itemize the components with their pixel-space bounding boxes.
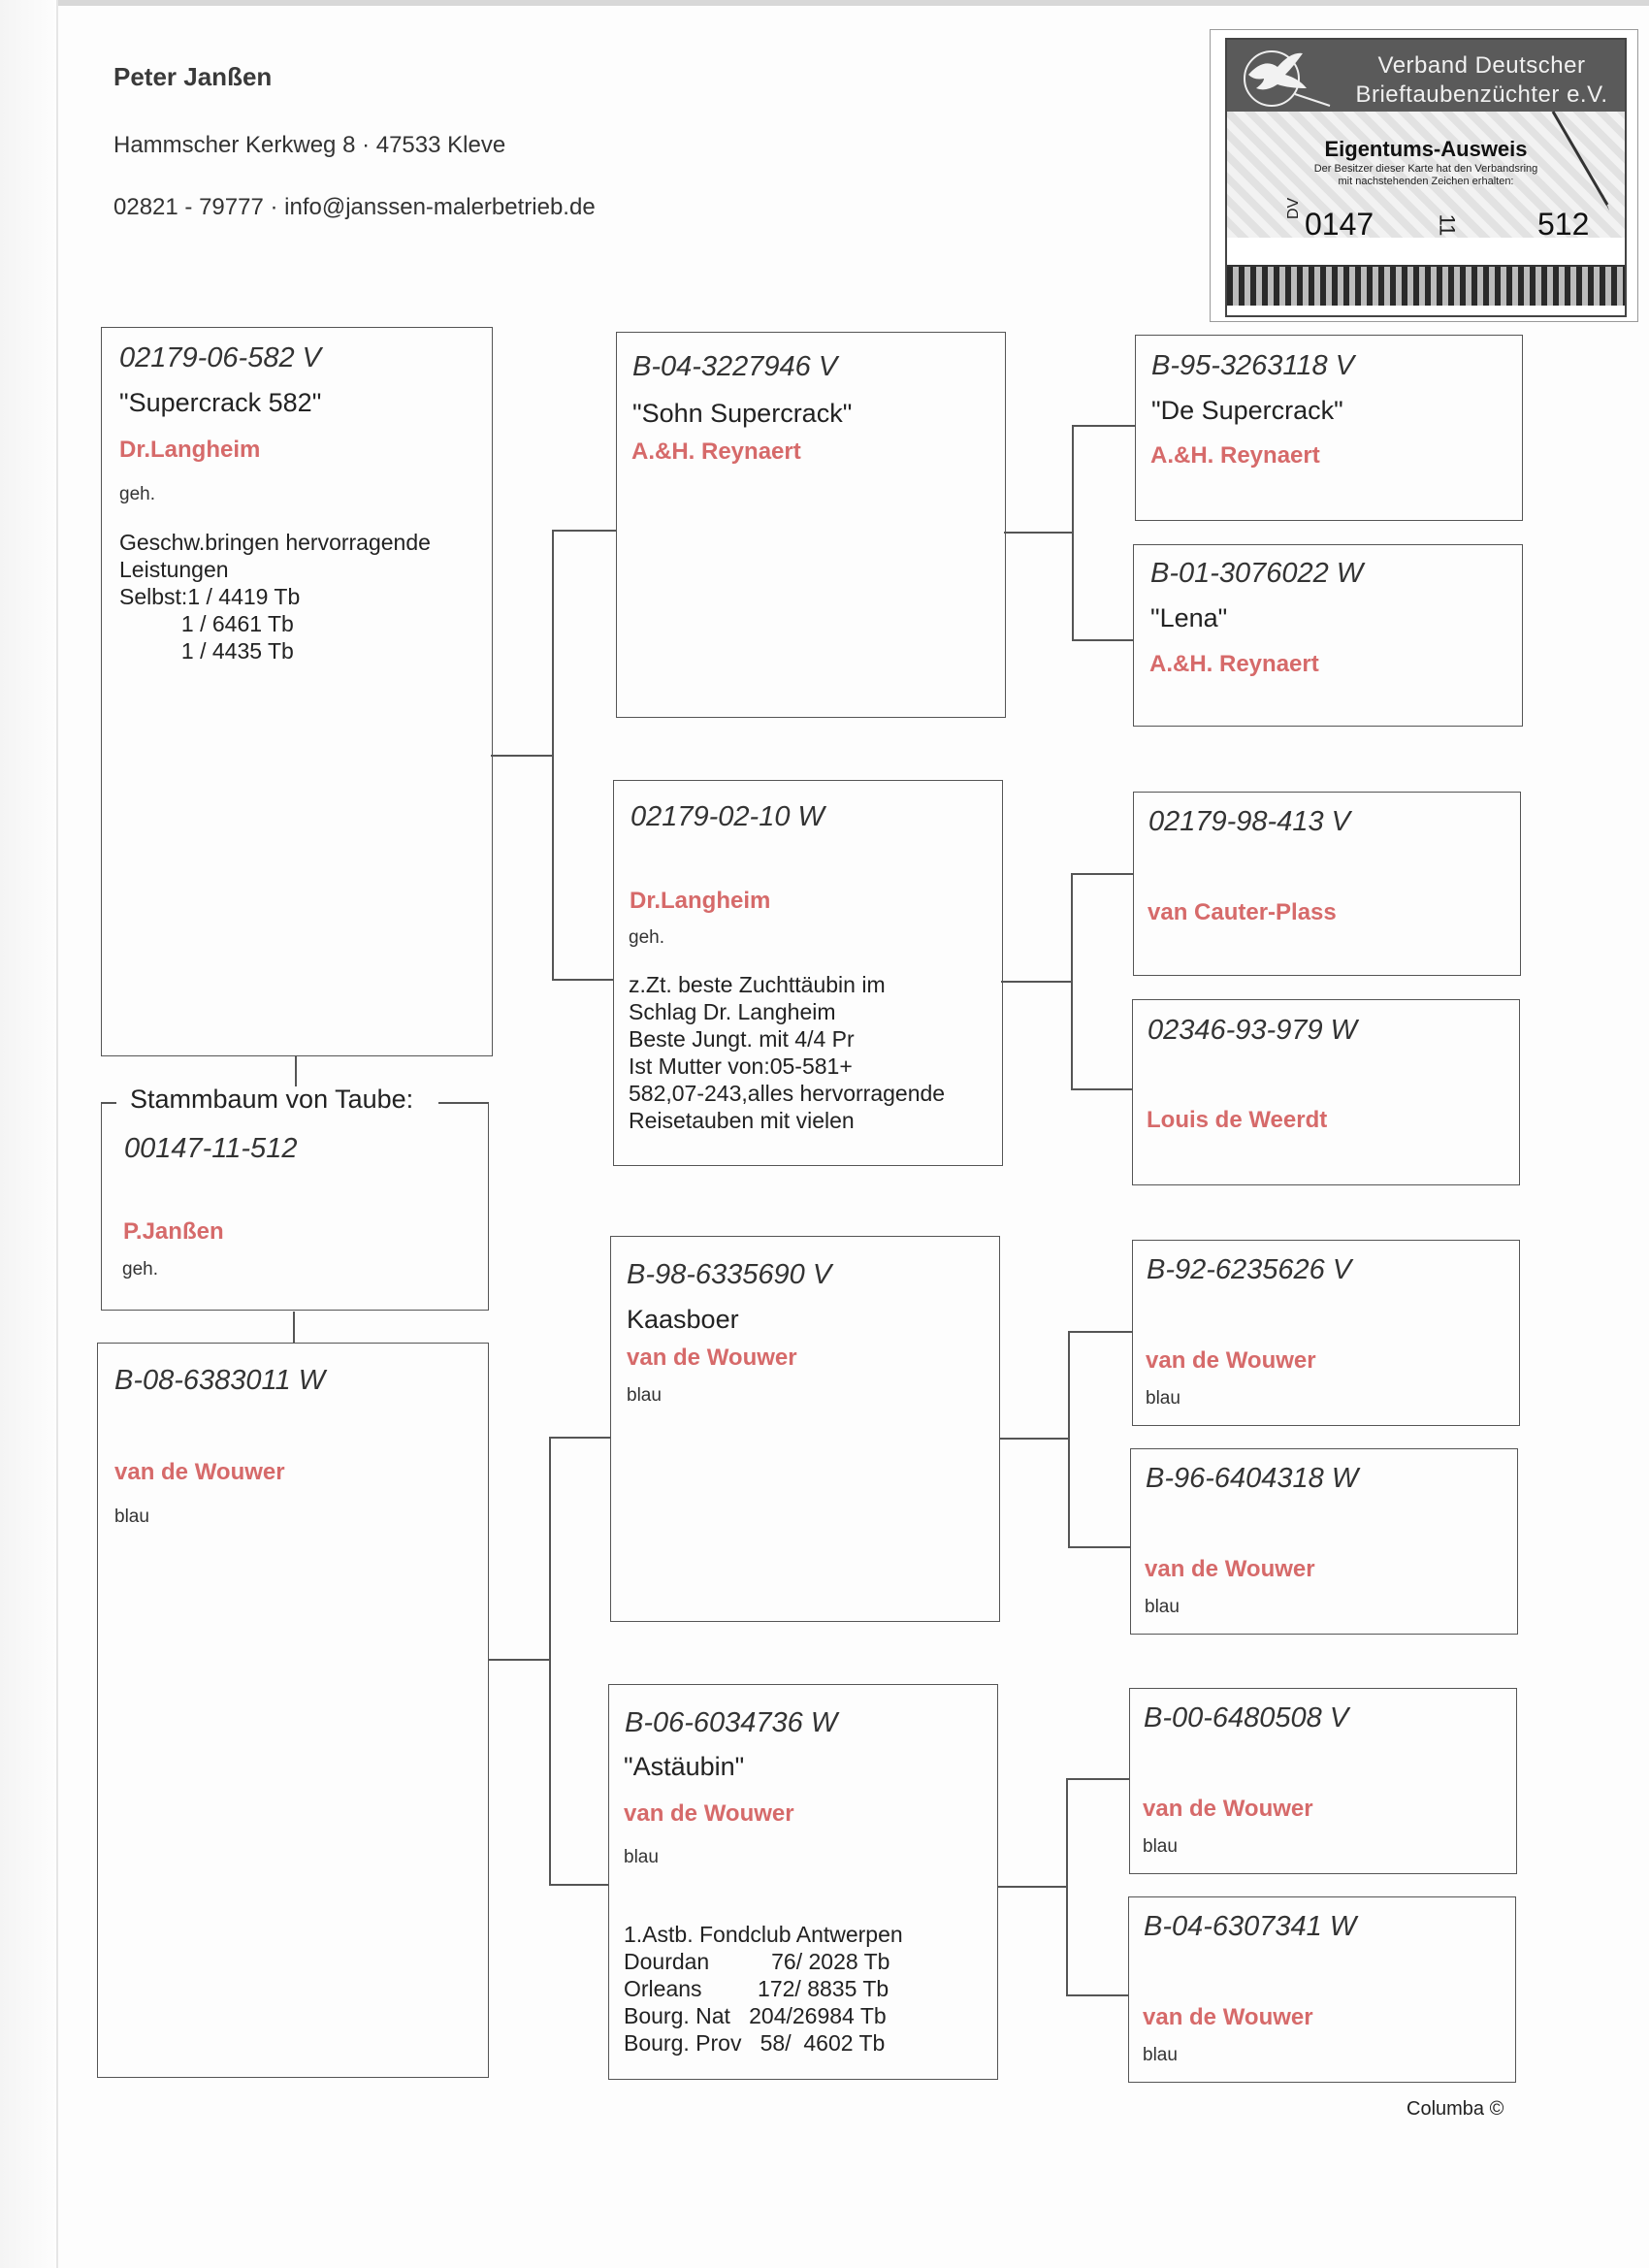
connector-to-fmf	[1071, 873, 1133, 875]
owner-address: Hammscher Kerkweg 8 · 47533 Kleve	[113, 132, 506, 158]
mmf-ring: B-00-6480508 V	[1144, 1702, 1349, 1733]
dove-logo-icon	[1235, 46, 1332, 108]
connector-to-ffm	[1072, 639, 1133, 641]
scan-edge-top	[0, 0, 1649, 6]
fmf-ring: 02179-98-413 V	[1148, 806, 1350, 837]
ff-box	[616, 332, 1006, 718]
subject-box-top-right	[438, 1102, 489, 1104]
ownership-card-frame	[1225, 38, 1627, 317]
mmm-breeder: van de Wouwer	[1143, 2004, 1313, 2030]
fmm-breeder: Louis de Weerdt	[1147, 1107, 1328, 1133]
mff-color: blau	[1146, 1388, 1180, 1409]
fm-breeder: Dr.Langheim	[630, 888, 771, 914]
connector-mother-out	[488, 1659, 550, 1661]
card-subtitle	[1276, 163, 1576, 188]
mm-name: "Astäubin"	[624, 1752, 745, 1781]
subject-breeder: P.Janßen	[123, 1218, 224, 1245]
ffm-name: "Lena"	[1150, 603, 1228, 632]
card-organisation	[1343, 51, 1620, 110]
connector-mm-vertical	[1066, 1778, 1068, 1995]
connector-mother-vertical	[549, 1437, 551, 1885]
card-header	[1227, 40, 1625, 112]
connector-to-mmf	[1066, 1778, 1129, 1780]
mmm-ring: B-04-6307341 W	[1144, 1911, 1357, 1942]
fff-breeder: A.&H. Reynaert	[1150, 442, 1320, 469]
mm-color: blau	[624, 1847, 659, 1867]
ffm-breeder: A.&H. Reynaert	[1149, 651, 1319, 677]
ff-ring: B-04-3227946 V	[632, 351, 838, 382]
mff-breeder: van de Wouwer	[1146, 1347, 1316, 1374]
ownership-card	[1210, 29, 1638, 322]
mm-notes: 1.Astb. Fondclub Antwerpen Dourdan 76/ 2028 Tb Orleans 172/ 8835 Tb Bourg. Nat 204/26984 Tb Bourg. Prov 58/ 4602 Tb	[624, 1922, 903, 2056]
mm-breeder: van de Wouwer	[624, 1800, 794, 1827]
father-name: "Supercrack 582"	[119, 388, 322, 417]
card-club-number: 0147	[1305, 207, 1374, 242]
connector-to-fmm	[1071, 1088, 1132, 1090]
connector-to-mff	[1068, 1331, 1132, 1333]
connector-mf-vertical	[1068, 1331, 1070, 1547]
ff-breeder: A.&H. Reynaert	[631, 438, 801, 465]
fff-ring: B-95-3263118 V	[1151, 350, 1355, 381]
mother-box	[97, 1343, 489, 2078]
connector-to-mfm	[1068, 1546, 1130, 1548]
card-title: Eigentums-Ausweis	[1324, 137, 1528, 161]
subject-label: Stammbaum von Taube:	[130, 1085, 414, 1114]
father-breeder: Dr.Langheim	[119, 437, 261, 463]
mfm-color: blau	[1145, 1597, 1180, 1617]
fm-notes: z.Zt. beste Zuchttäubin im Schlag Dr. Langheim Beste Jungt. mit 4/4 Pr Ist Mutter von:05-581+ 582,07-243,alles hervorragende Reisetauben mit vielen	[629, 972, 946, 1133]
fff-name: "De Supercrack"	[1151, 396, 1343, 425]
owner-contact: 02821 - 79777 · info@janssen-malerbetrieb.de	[113, 194, 596, 220]
card-subtitle-line-2: mit nachstehenden Zeichen erhalten:	[1338, 176, 1514, 187]
connector-father-vertical	[552, 530, 554, 980]
connector-ff-out	[1004, 532, 1073, 534]
fm-color: geh.	[629, 927, 664, 948]
mother-breeder: van de Wouwer	[114, 1459, 285, 1485]
card-prefix: DV	[1285, 197, 1302, 219]
connector-to-mmm	[1066, 1994, 1128, 1996]
connector-to-mf	[549, 1437, 610, 1439]
mother-ring: B-08-6383011 W	[114, 1365, 326, 1396]
fm-ring: 02179-02-10 W	[630, 801, 824, 832]
mf-breeder: van de Wouwer	[627, 1345, 797, 1371]
subject-box-top-left	[101, 1102, 116, 1104]
owner-name: Peter Janßen	[113, 62, 273, 91]
card-ring-number: 512	[1537, 207, 1590, 242]
mother-color: blau	[114, 1507, 149, 1527]
scan-edge-left	[0, 0, 56, 2268]
card-subtitle-line-1: Der Besitzer dieser Karte hat den Verbandsring	[1313, 163, 1538, 175]
mm-ring: B-06-6034736 W	[625, 1707, 838, 1738]
mf-box	[610, 1236, 1000, 1622]
card-org-line-1: Verband Deutscher	[1377, 52, 1586, 79]
connector-ff-vertical	[1072, 425, 1074, 640]
connector-mf-out	[999, 1438, 1069, 1440]
ff-name: "Sohn Supercrack"	[632, 399, 853, 428]
subject-ring: 00147-11-512	[124, 1133, 298, 1164]
card-year: 11	[1435, 213, 1460, 237]
connector-mm-out	[997, 1886, 1067, 1888]
connector-fm-out	[1001, 981, 1072, 983]
mmf-color: blau	[1143, 1836, 1178, 1857]
footer-credit: Columba ©	[1406, 2098, 1504, 2120]
connector-to-mm	[549, 1884, 608, 1886]
mf-ring: B-98-6335690 V	[627, 1259, 832, 1290]
mmf-breeder: van de Wouwer	[1143, 1796, 1313, 1822]
card-border-band	[1227, 265, 1625, 306]
scan-fold-line	[56, 0, 58, 2268]
mf-name: Kaasboer	[627, 1305, 739, 1334]
mff-ring: B-92-6235626 V	[1147, 1254, 1352, 1285]
subject-color: geh.	[122, 1259, 158, 1280]
mf-color: blau	[627, 1385, 662, 1406]
connector-to-fff	[1072, 425, 1135, 427]
fmm-ring: 02346-93-979 W	[1148, 1015, 1358, 1046]
connector-father-out	[491, 755, 553, 757]
ffm-ring: B-01-3076022 W	[1150, 558, 1364, 589]
card-org-line-2: Brieftaubenzüchter e.V.	[1355, 81, 1608, 108]
mfm-breeder: van de Wouwer	[1145, 1556, 1315, 1582]
connector-fm-vertical	[1071, 873, 1073, 1089]
father-notes: Geschw.bringen hervorragende Leistungen Selbst:1 / 4419 Tb 1 / 6461 Tb 1 / 4435 Tb	[119, 530, 431, 664]
connector-subject-mother	[293, 1312, 295, 1343]
fmf-breeder: van Cauter-Plass	[1148, 899, 1337, 925]
connector-to-fm	[552, 979, 613, 981]
father-ring: 02179-06-582 V	[119, 342, 321, 373]
mfm-ring: B-96-6404318 W	[1146, 1463, 1359, 1494]
father-color: geh.	[119, 484, 155, 504]
connector-to-ff	[552, 530, 616, 532]
mmm-color: blau	[1143, 2045, 1178, 2065]
connector-subject-father	[295, 1055, 297, 1086]
